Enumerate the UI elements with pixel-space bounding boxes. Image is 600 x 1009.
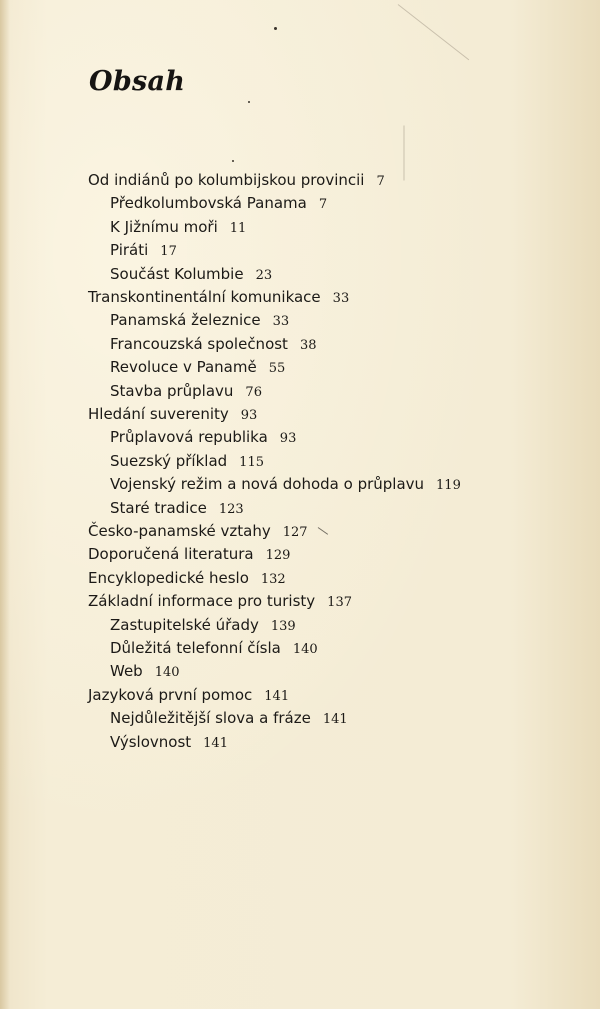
toc-entry [110, 733, 228, 753]
toc-entry-label: K Jižnímu moři [110, 217, 218, 236]
toc-entry-label: Hledání suverenity [88, 405, 229, 423]
toc-entry [110, 382, 262, 402]
toc-entry-label: Francouzská společnost [110, 334, 288, 353]
toc-entry-page-number: 93 [279, 431, 297, 447]
toc-entry [110, 358, 285, 378]
toc-entry-page-number: 123 [218, 501, 244, 517]
toc-entry-page-number: 140 [292, 642, 318, 657]
toc-entry-page-number: 139 [270, 618, 296, 634]
toc-entry [110, 241, 177, 261]
toc-entry-label: Revoluce v Panamě [110, 358, 257, 377]
toc-entry [110, 335, 317, 355]
toc-entry-page-number: 140 [154, 665, 180, 681]
toc-entry-label: Piráti [110, 241, 149, 260]
toc-entry-label: Základní informace pro turisty [88, 592, 316, 611]
toc-entry-page-number: 127 [282, 525, 308, 540]
toc-entry-page-number: 137 [327, 595, 352, 611]
toc-entry [110, 616, 296, 636]
toc-entry-page-number: 7 [318, 197, 328, 213]
print-speck [232, 160, 234, 162]
toc-entry-label: Od indiánů po kolumbijskou provincii [88, 171, 365, 189]
toc-entry-label: Encyklopedické heslo [88, 568, 249, 587]
toc-entry-page-number: 17 [160, 244, 177, 260]
toc-entry-label: Zastupitelské úřady [110, 615, 259, 634]
toc-entry-label: Průplavová republika [110, 428, 268, 447]
paper-scratch [318, 527, 328, 535]
toc-entry-page-number: 38 [299, 337, 317, 353]
toc-entry-label: Důležitá telefonní čísla [110, 639, 281, 657]
toc-entry-page-number: 11 [229, 220, 247, 236]
page-title: Obsah [89, 66, 186, 97]
toc-entry-label: Stavba průplavu [110, 381, 234, 400]
print-speck [274, 27, 277, 30]
toc-entry [110, 452, 264, 472]
toc-entry [88, 522, 308, 542]
paper-scratch [404, 126, 405, 181]
toc-entry-page-number: 55 [268, 361, 286, 377]
toc-entry [110, 639, 318, 659]
toc-entry-page-number: 23 [255, 267, 273, 283]
toc-entry-label: Staré tradice [110, 498, 207, 517]
toc-entry [88, 405, 257, 425]
toc-entry-page-number: 141 [264, 688, 290, 704]
toc-entry-page-number: 132 [260, 571, 286, 587]
toc-entry-page-number: 115 [239, 454, 264, 470]
toc-entry-page-number: 93 [240, 408, 258, 423]
toc-entry [110, 662, 180, 682]
toc-entry-page-number: 33 [332, 291, 350, 306]
toc-entry [110, 475, 461, 495]
toc-entry [110, 499, 244, 519]
toc-entry [88, 171, 385, 191]
toc-entry [110, 428, 296, 448]
toc-entry [88, 288, 349, 308]
toc-entry-label: Výslovnost [110, 732, 192, 751]
toc-entry [88, 569, 286, 589]
toc-entry [110, 218, 246, 238]
toc-entry-label: Součást Kolumbie [110, 264, 244, 283]
toc-entry-page-number: 7 [376, 174, 385, 189]
toc-entry-label: Web [110, 662, 143, 681]
toc-entry-label: Doporučená literatura [88, 545, 254, 564]
toc-entry [88, 545, 290, 565]
toc-entry-page-number: 129 [265, 548, 291, 564]
toc-entry [110, 709, 348, 729]
paper-scratch [398, 4, 470, 60]
toc-entry-label: Česko-panamské vztahy [88, 522, 271, 540]
toc-entry-label: Transkontinentální komunikace [88, 288, 321, 306]
toc-entry-page-number: 76 [245, 384, 262, 400]
page-edge-shadow [0, 0, 10, 1009]
toc-entry-page-number: 141 [322, 712, 348, 728]
toc-entry-label: Předkolumbovská Panama [110, 194, 307, 213]
toc-entry-label: Vojenský režim a nová dohoda o průplavu [110, 475, 425, 494]
toc-entry-page-number: 33 [272, 314, 290, 330]
toc-entry-page-number: 119 [436, 478, 461, 494]
toc-entry-label: Jazyková první pomoc [88, 685, 253, 704]
print-speck [248, 101, 250, 103]
toc-entry-label: Suezský příklad [110, 451, 228, 470]
toc-entry [110, 311, 289, 331]
toc-entry [88, 686, 289, 706]
toc-entry [110, 265, 272, 285]
toc-entry-label: Nejdůležitější slova a fráze [110, 709, 311, 728]
toc-entry-page-number: 141 [203, 735, 228, 751]
toc-entry [110, 194, 327, 214]
toc-entry-label: Panamská železnice [110, 311, 261, 330]
toc-entry [88, 592, 352, 612]
